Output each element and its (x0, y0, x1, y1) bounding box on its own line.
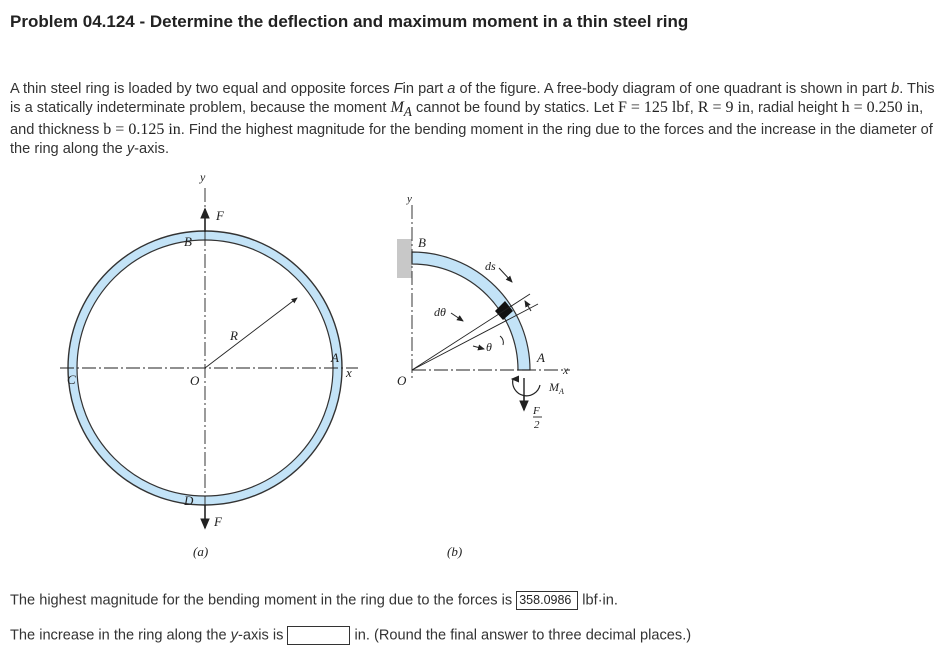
answer-2-y: y (230, 627, 238, 644)
caption-b: (b) (447, 544, 463, 559)
problem-title: Problem 04.124 - Determine the deflection and maximum moment in a thin steel ring (10, 12, 689, 31)
theta-arc (500, 336, 503, 345)
statement-text: , radial height (749, 99, 842, 116)
deflection-answer-field[interactable] (287, 626, 350, 645)
theta-arrow (473, 346, 484, 349)
label-f-den: 2 (534, 419, 540, 431)
label-c: C (67, 372, 76, 387)
answer-2-prompt: The increase in the ring along the (10, 627, 231, 644)
var-f: F (393, 81, 403, 97)
moment-answer-field[interactable]: 358.0986 (516, 591, 578, 610)
moment-arc (513, 379, 540, 396)
label-d: D (184, 493, 194, 508)
caption-a: (a) (193, 544, 209, 559)
label-y-a: y (200, 170, 206, 184)
label-x-a: x (346, 365, 352, 380)
label-x-b: x (563, 363, 569, 377)
var-b: b (891, 81, 900, 97)
ds-arrow (499, 268, 512, 282)
label-dtheta: dθ (434, 305, 446, 319)
answer-2-prompt-end: -axis is (237, 627, 288, 644)
answer-1-unit: lbf·in. (578, 592, 618, 609)
statement-text: , (689, 99, 698, 116)
label-b-b: B (418, 235, 426, 250)
label-ma: $M_A$ (549, 380, 564, 396)
figure-a (60, 170, 358, 559)
label-o-b: O (397, 373, 407, 388)
math-h: h = 0.250 in (841, 98, 920, 116)
fixed-wall (397, 239, 412, 278)
statement-text: , and thickness (10, 99, 924, 139)
figure-b (397, 193, 570, 559)
label-ds: ds (485, 259, 496, 273)
label-f-num: F (533, 405, 540, 417)
statement-text: -axis. (134, 140, 170, 157)
var-y: y (126, 140, 135, 157)
math-r: R = 9 in (697, 98, 750, 116)
answer-1-prompt: The highest magnitude for the bending moment in the ring due to the forces is (10, 592, 517, 609)
label-b-a: B (184, 234, 192, 249)
label-f-top: F (216, 208, 224, 223)
statement-text: in part (402, 81, 448, 97)
label-theta: θ (486, 340, 492, 354)
label-r: R (230, 328, 238, 343)
statement-text: cannot be found by statics. Let (411, 99, 618, 116)
answer-row-moment (10, 591, 618, 610)
statement-text: . This is a statically indeterminate problem, because the moment (10, 81, 935, 116)
statement-text: A thin steel ring is loaded by two equal and opposite forces (10, 81, 394, 97)
answer-row-deflection (10, 626, 691, 645)
math-f: F = 125 lbf (618, 98, 690, 116)
label-f-bottom: F (214, 514, 222, 529)
math-ma: $M_A$ (390, 98, 412, 119)
statement-text: of the figure. A free-body diagram of one quadrant is shown in part (455, 81, 892, 97)
label-o-a: O (190, 373, 200, 388)
label-a-b: A (537, 350, 545, 365)
statement-text: . Find the highest magnitude for the bending moment in the ring due to the forces and the increase in the diameter of the ring along the (10, 122, 933, 157)
dtheta-arrow (451, 313, 463, 321)
math-b: b = 0.125 in (103, 121, 181, 139)
answer-2-unit: in. (Round the final answer to three decimal places.) (350, 627, 692, 644)
label-y-b: y (407, 193, 412, 205)
label-a-a: A (331, 350, 339, 365)
var-a: a (447, 81, 456, 97)
